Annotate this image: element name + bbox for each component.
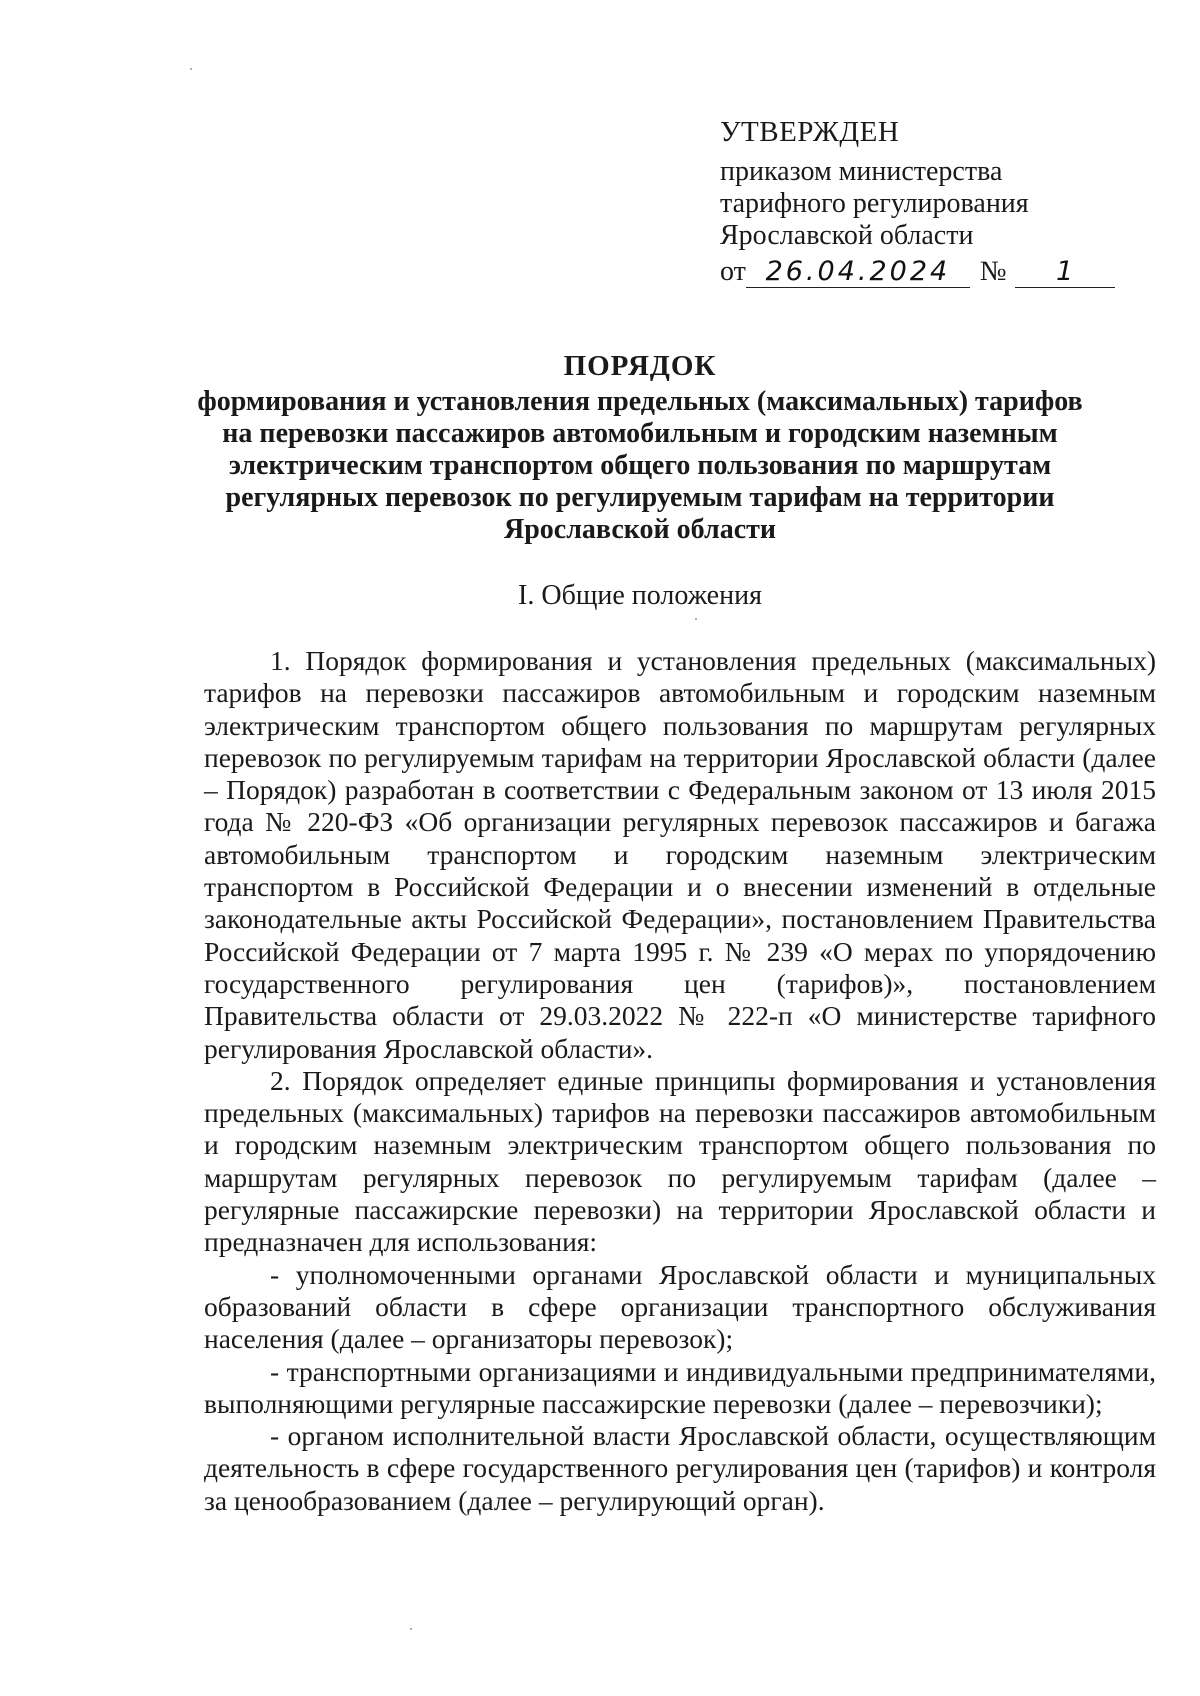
handwritten-date: 26.04.2024 [746, 257, 970, 288]
document-title [150, 350, 1130, 546]
handwritten-number: 1 [1015, 257, 1115, 288]
approval-line-3: Ярославской области [720, 220, 974, 251]
title-subtitle-line: электрическим транспортом общего пользования по маршрутам [228, 450, 1052, 481]
number-sign: № [979, 256, 1007, 287]
body-text [204, 645, 1156, 1517]
date-prefix: от [720, 256, 746, 287]
approval-date-line [720, 256, 1120, 288]
title-subtitle-line: на перевозки пассажиров автомобильным и городским наземным [222, 418, 1058, 449]
title-subtitle-line: регулярных перевозок по регулируемым тарифам на территории [225, 482, 1055, 513]
title-main: ПОРЯДОК [563, 350, 717, 382]
approval-heading: УТВЕРЖДЕН [720, 116, 900, 148]
list-item: - транспортными организациями и индивидуальными предпринимателями, выполняющими регулярные пассажирские перевозки (далее – перевозчики); [204, 1355, 1156, 1419]
scan-speck [190, 68, 192, 70]
list-item: - органом исполнительной власти Ярославской области, осуществляющим деятельность в сфере государственного регулирования цен (тарифов) и контроля за ценообразованием (далее – регулирующий орган). [204, 1420, 1156, 1516]
scan-speck [410, 1628, 412, 1630]
title-subtitle-line: Ярославской области [503, 514, 777, 545]
paragraph-1: 1. Порядок формирования и установления предельных (максимальных) тарифов на перевозки пассажиров автомобильным и городским наземным электрическим транспортом общего пользования по маршрутам регулярных перевозок по регулируемым тарифам на территории Ярославской области (далее – Порядок) разработан в соответствии с Федеральным законом от 13 июля 2015 года № 220-ФЗ «Об организации регулярных перевозок пассажиров и багажа автомобильным транспортом и городским наземным электрическим транспортом в Российской Федерации и о внесении изменений в отдельные законодательные акты Российской Федерации», постановлением Правительства Российской Федерации от 7 марта 1995 г. № 239 «О мерах по упорядочению государственного регулирования цен (тарифов)», постановлением Правительства области от 29.03.2022 № 222-п «О министерстве тарифного регулирования Ярославской области». [204, 645, 1156, 1064]
paragraph-2: 2. Порядок определяет единые принципы формирования и установления предельных (максимальных) тарифов на перевозки пассажиров автомобильным и городским наземным электрическим транспортом общего пользования по маршрутам регулярных перевозок по регулируемым тарифам (далее – регулярные пассажирские перевозки) на территории Ярославской области и предназначен для использования: [204, 1064, 1156, 1258]
approval-line-2: тарифного регулирования [720, 188, 1029, 219]
section-title: I. Общие положения [518, 580, 762, 611]
scan-speck [695, 618, 697, 620]
approval-block [720, 116, 1120, 288]
title-subtitle-line: формирования и установления предельных (максимальных) тарифов [197, 386, 1083, 417]
approval-line-1: приказом министерства [720, 156, 1003, 187]
list-item: - уполномоченными органами Ярославской области и муниципальных образований области в сфере организации транспортного обслуживания населения (далее – организаторы перевозок); [204, 1258, 1156, 1355]
